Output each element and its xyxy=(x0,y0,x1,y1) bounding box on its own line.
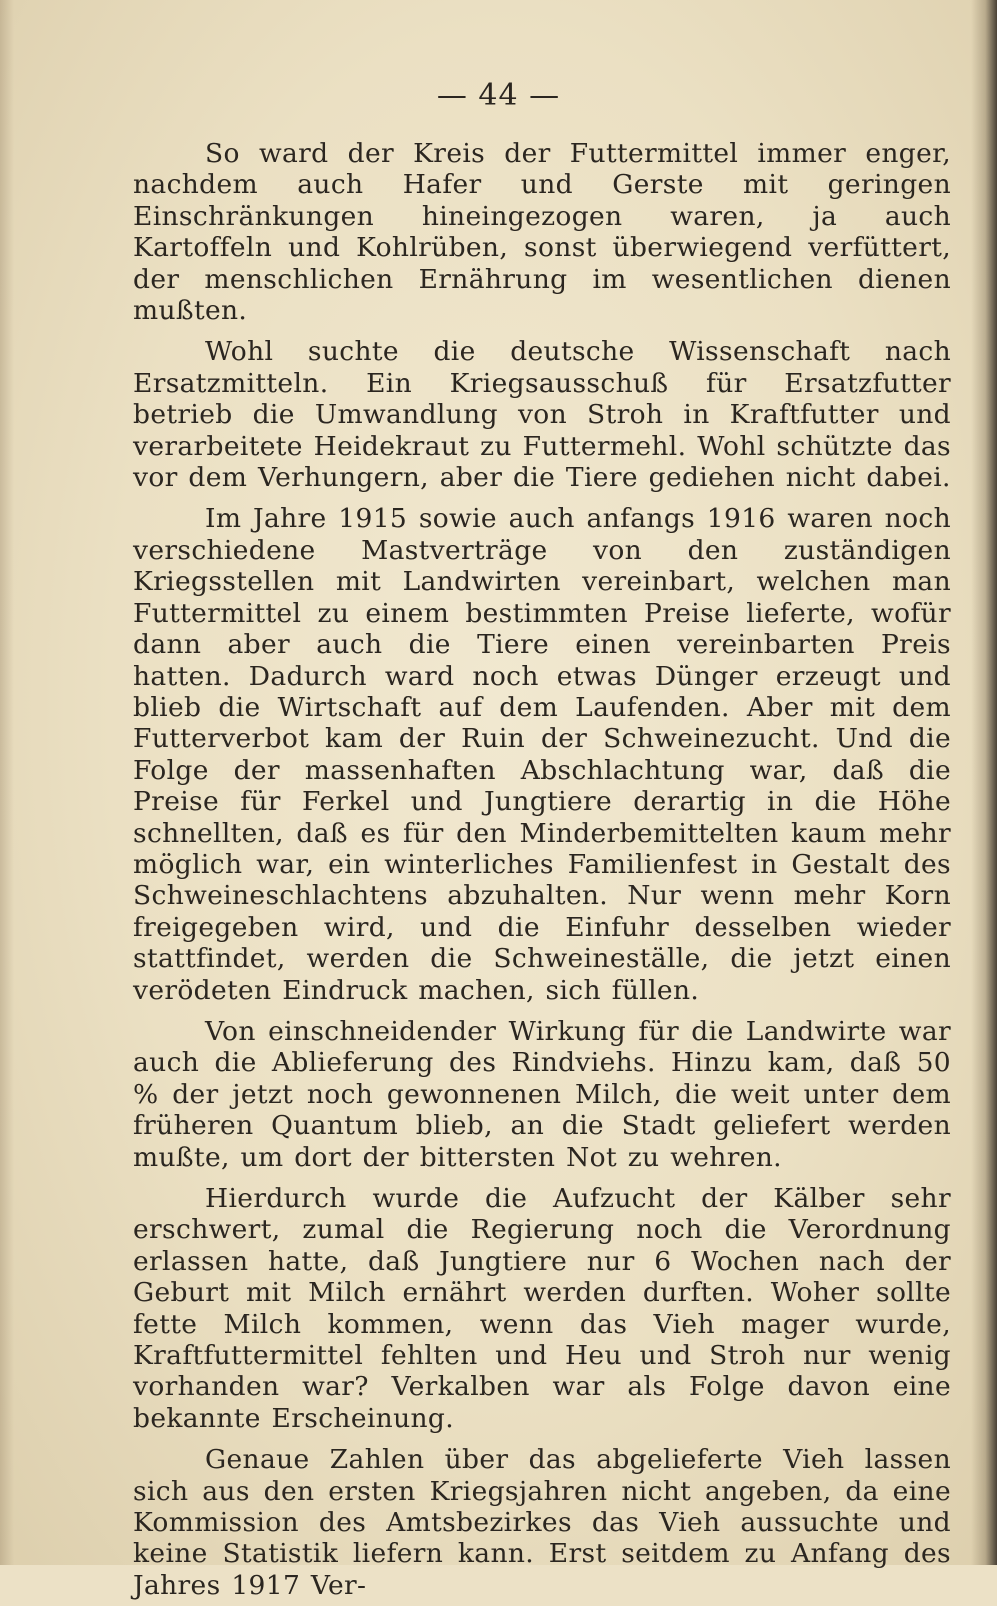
page-number: — 44 — xyxy=(436,78,561,113)
body-text xyxy=(133,138,951,1606)
page-left-edge xyxy=(0,0,14,1565)
paragraph-futtermittel: So ward der Kreis der Futtermittel immer enger, nachdem auch Hafer und Gerste mit geringen Einschränkungen hineingezogen waren, ja auch Kartoffeln und Kohlrüben, sonst überwiegend verfüttert, der menschlichen Ernährung im wesentlichen dienen mußten. xyxy=(133,138,951,327)
paragraph-rindvieh: Von einschneidender Wirkung für die Landwirte war auch die Ablieferung des Rindviehs. Hinzu kam, daß 50 % der jetzt noch gewonnenen Milch, die weit unter dem früheren Quantum blieb, an die Stadt geliefert werden mußte, um dort der bittersten Not zu wehren. xyxy=(133,1015,951,1173)
paragraph-mastvertraege: Im Jahre 1915 sowie auch anfangs 1916 waren noch verschiedene Mastverträge von den zuständigen Kriegsstellen mit Landwirten vereinbart, welchen man Futtermittel zu einem bestimmten Preise lieferte, wofür dann aber auch die Tiere einen vereinbarten Preis hatten. Dadurch ward noch etwas Dünger erzeugt und blieb die Wirtschaft auf dem Laufenden. Aber mit dem Futterverbot kam der Ruin der Schweinezucht. Und die Folge der massenhaften Abschlachtung war, daß die Preise für Ferkel und Jungtiere derartig in die Höhe schnellten, daß es für den Minderbemittelten kaum mehr möglich war, ein winterliches Familienfest in Gestalt des Schweineschlachtens abzuhalten. Nur wenn mehr Korn freigegeben wird, und die Einfuhr desselben wieder stattfindet, werden die Schweineställe, die jetzt einen verödeten Eindruck machen, sich füllen. xyxy=(133,503,951,1006)
page-right-edge-shadow xyxy=(971,0,997,1565)
paragraph-zahlen: Genaue Zahlen über das abgelieferte Vieh lassen sich aus den ersten Kriegsjahren nicht angeben, da eine Kommission des Amtsbezirkes das Vieh aussuchte und keine Statistik liefern kann. Erst seitdem zu Anfang des Jahres 1917 Ver- xyxy=(133,1444,951,1601)
paragraph-kaelber: Hierdurch wurde die Aufzucht der Kälber sehr erschwert, zumal die Regierung noch die Verordnung erlassen hatte, daß Jungtiere nur 6 Wochen nach der Geburt mit Milch ernährt werden durften. Woher sollte fette Milch kommen, wenn das Vieh mager wurde, Kraftfuttermittel fehlten und Heu und Stroh nur wenig vorhanden war? Verkalben war als Folge davon eine bekannte Erscheinung. xyxy=(133,1183,951,1434)
paragraph-ersatzmittel: Wohl suchte die deutsche Wissenschaft nach Ersatzmitteln. Ein Kriegsausschuß für Ersatzfutter betrieb die Umwandlung von Stroh in Kraftfutter und verarbeitete Heidekraut zu Futtermehl. Wohl schützte das vor dem Verhungern, aber die Tiere gediehen nicht dabei. xyxy=(133,336,951,494)
